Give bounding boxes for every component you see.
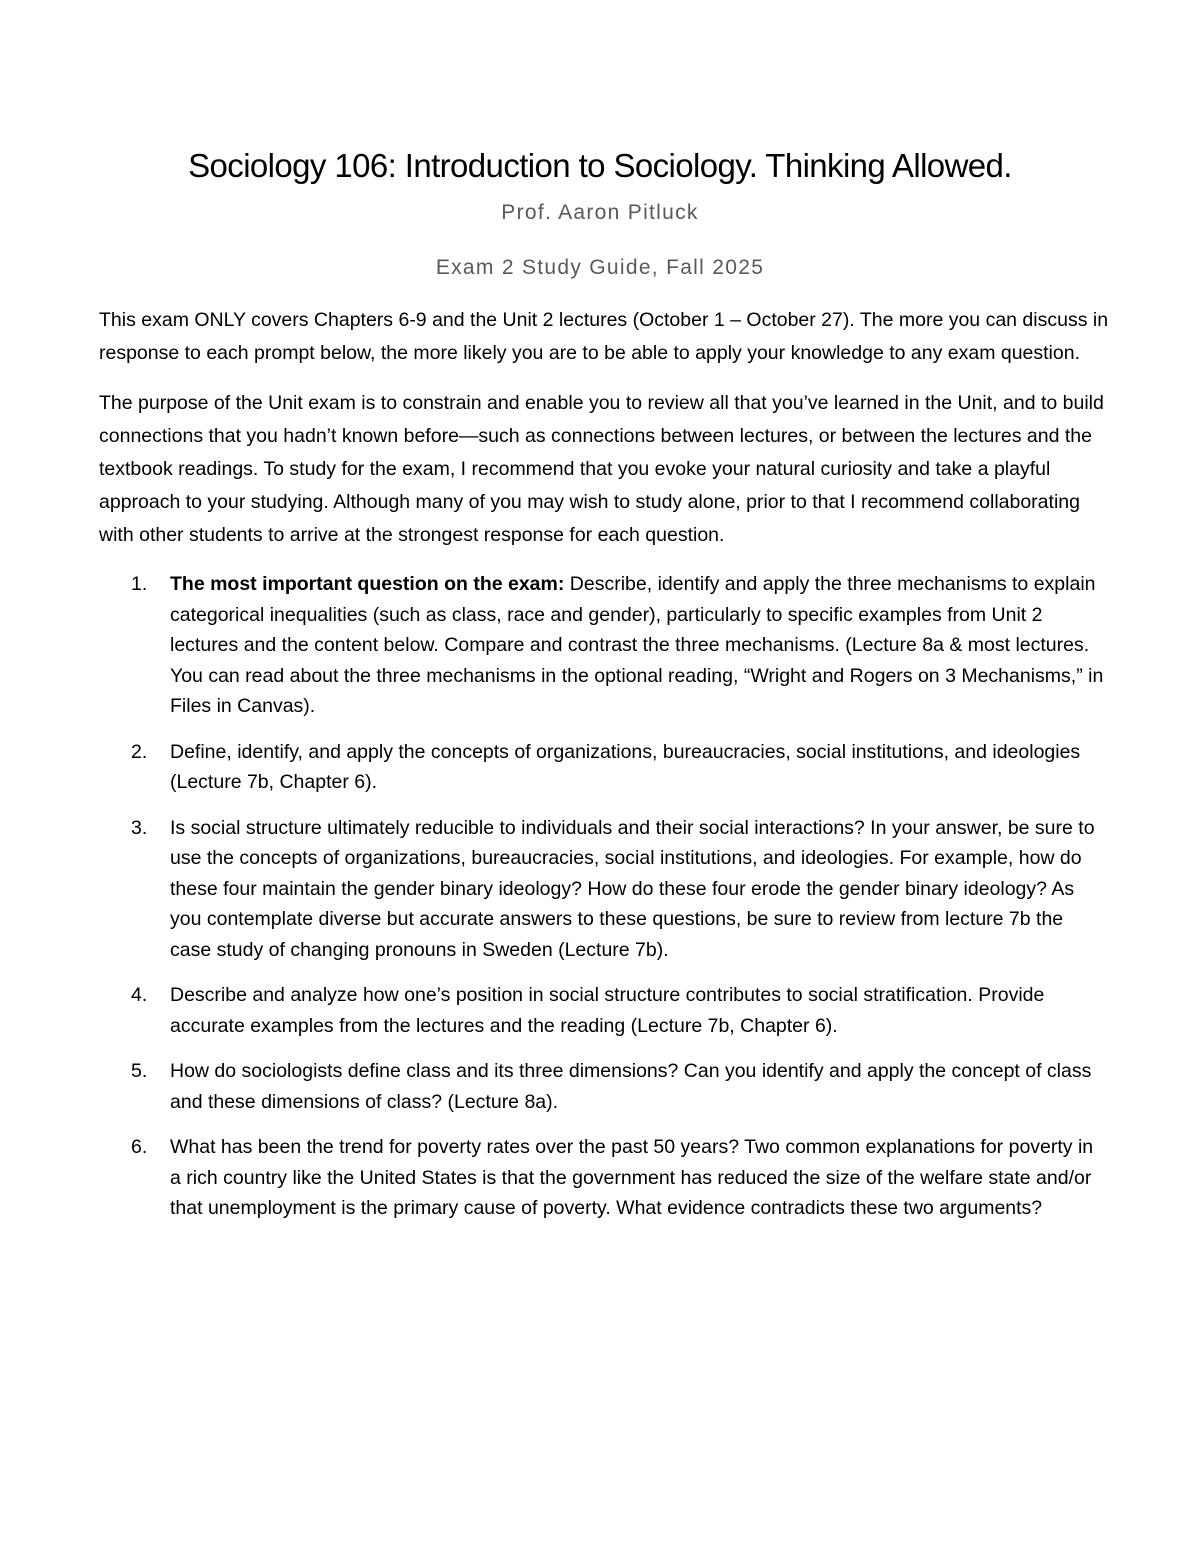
question-item [99, 980, 1109, 1041]
question-number: 2. [131, 740, 148, 763]
question-text: Is social structure ultimately reducible to individuals and their social interactions? In your answer, be sure to use the concepts of organizations, bureaucracies, social institutions, and ideologies. For example, how do these four maintain the gender binary ideology? How do these four erode the gender binary ideology? As you contemplate diverse but accurate answers to these questions, be sure to review from lecture 7b the case study of changing pronouns in Sweden (Lecture 7b). [170, 816, 1095, 961]
question-text: Define, identify, and apply the concepts of organizations, bureaucracies, social institutions, and ideologies (Lecture 7b, Chapter 6). [170, 740, 1081, 793]
question-number: 3. [131, 816, 148, 839]
question-number: 5. [131, 1060, 148, 1082]
instructor-name: Prof. Aaron Pitluck [501, 201, 699, 224]
question-item [99, 1056, 1109, 1117]
course-title: Sociology 106: Introduction to Sociology. Thinking Allowed. [188, 147, 1012, 184]
question-number: 6. [131, 1136, 148, 1158]
question-item [99, 1132, 1109, 1224]
question-text: Describe, identify and apply the three mechanisms to explain categorical inequalities (such as class, race and gender), particularly to specific examples from Unit 2 lectures and the content below. Compare and contrast the three mechanisms. (Lecture 8a & most lectures. You can read about the three mechanisms in the optional reading, “Wright and Rogers on 3 Mechanisms,” in Files in Canvas). [170, 573, 1104, 717]
document-body [99, 304, 1109, 1239]
question-list [99, 569, 1109, 1224]
intro-paragraph-2: The purpose of the Unit exam is to constrain and enable you to review all that you’ve learned in the Unit, and to build connections that you hadn’t known before—such as connections between lectures, or between the lectures and the textbook readings. To study for the exam, I recommend that you evoke your natural curiosity and take a playful approach to your studying. Although many of you may wish to study alone, prior to that I recommend collaborating with other students to arrive at the strongest response for each question. [99, 392, 1104, 546]
question-item [99, 813, 1109, 966]
question-text: Describe and analyze how one’s position in social structure contributes to social stratification. Provide accurate examples from the lectures and the reading (Lecture 7b, Chapter 6). [170, 984, 1045, 1037]
question-text: What has been the trend for poverty rates over the past 50 years? Two common explanations for poverty in a rich country like the United States is that the government has reduced the size of the welfare state and/or that unemployment is the primary cause of poverty. What evidence contradicts these two arguments? [170, 1136, 1094, 1219]
question-lead: The most important question on the exam: [170, 573, 565, 595]
question-number: 1. [131, 573, 148, 595]
question-item [99, 569, 1109, 722]
intro-paragraph-1: This exam ONLY covers Chapters 6-9 and the Unit 2 lectures (October 1 – October 27). The more you can discuss in response to each prompt below, the more likely you are to be able to apply your knowledge to any exam question. [99, 309, 1109, 364]
document-subtitle: Exam 2 Study Guide, Fall 2025 [435, 256, 765, 279]
question-number: 4. [131, 984, 148, 1006]
question-item [99, 737, 1109, 798]
question-text: How do sociologists define class and its three dimensions? Can you identify and apply the concept of class and these dimensions of class? (Lecture 8a). [170, 1060, 1092, 1113]
